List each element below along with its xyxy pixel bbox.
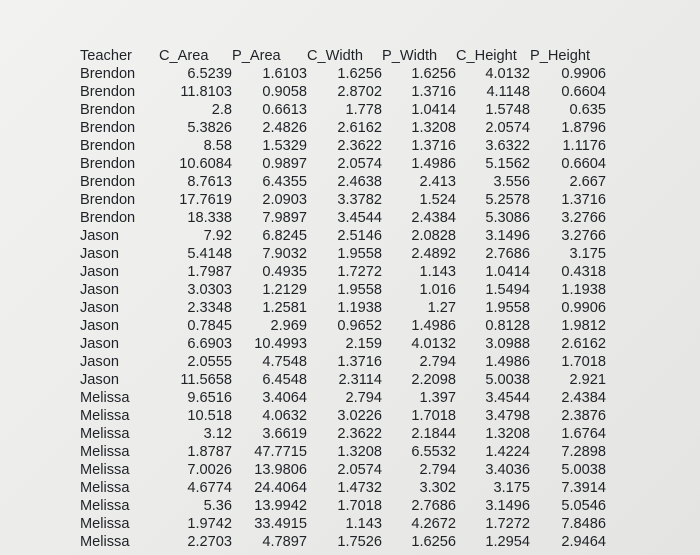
cell-c-area: 3.0303 bbox=[187, 282, 232, 298]
cell-p-height: 7.2898 bbox=[561, 444, 606, 460]
cell-p-area: 1.2129 bbox=[262, 282, 307, 298]
cell-c-area: 5.36 bbox=[203, 498, 232, 514]
cell-p-area: 24.4064 bbox=[254, 480, 307, 496]
cell-p-width: 6.5532 bbox=[411, 444, 456, 460]
cell-c-width: 2.159 bbox=[345, 336, 382, 352]
cell-c-area: 9.6516 bbox=[187, 390, 232, 406]
cell-p-area: 6.8245 bbox=[262, 228, 307, 244]
cell-teacher: Brendon bbox=[80, 156, 136, 172]
cell-c-area: 6.6903 bbox=[187, 336, 232, 352]
cell-p-width: 1.143 bbox=[419, 264, 456, 280]
cell-p-width: 1.3716 bbox=[411, 138, 456, 154]
cell-p-height: 5.0038 bbox=[561, 462, 606, 478]
cell-c-height: 1.4224 bbox=[485, 444, 530, 460]
cell-teacher: Melissa bbox=[80, 408, 130, 424]
cell-p-height: 2.667 bbox=[569, 174, 606, 190]
table-row bbox=[80, 353, 606, 371]
header-p-width: P_Width bbox=[382, 48, 438, 64]
cell-c-area: 1.8787 bbox=[187, 444, 232, 460]
cell-teacher: Jason bbox=[80, 282, 119, 298]
table-row bbox=[80, 443, 606, 461]
table-row bbox=[80, 263, 606, 281]
cell-c-width: 2.3622 bbox=[337, 138, 382, 154]
header-row bbox=[80, 47, 606, 65]
cell-c-area: 2.8 bbox=[211, 102, 232, 118]
cell-p-height: 1.1938 bbox=[561, 282, 606, 298]
cell-c-width: 1.7272 bbox=[337, 264, 382, 280]
cell-p-area: 4.7897 bbox=[262, 534, 307, 550]
table-row bbox=[80, 533, 606, 551]
cell-c-height: 1.3208 bbox=[485, 426, 530, 442]
cell-c-height: 1.5494 bbox=[485, 282, 530, 298]
cell-p-width: 2.0828 bbox=[411, 228, 456, 244]
cell-c-height: 3.4798 bbox=[485, 408, 530, 424]
cell-c-width: 1.7018 bbox=[337, 498, 382, 514]
cell-teacher: Brendon bbox=[80, 102, 136, 118]
cell-c-area: 0.7845 bbox=[187, 318, 232, 334]
cell-p-area: 2.4826 bbox=[262, 120, 307, 136]
cell-c-width: 1.9558 bbox=[337, 246, 382, 262]
cell-c-height: 4.0132 bbox=[485, 66, 530, 82]
cell-c-width: 2.0574 bbox=[337, 462, 382, 478]
cell-teacher: Jason bbox=[80, 318, 119, 334]
cell-teacher: Jason bbox=[80, 300, 119, 316]
cell-c-width: 2.0574 bbox=[337, 156, 382, 172]
cell-p-height: 2.6162 bbox=[561, 336, 606, 352]
table-row bbox=[80, 227, 606, 245]
cell-c-width: 1.143 bbox=[345, 516, 382, 532]
cell-c-height: 5.2578 bbox=[485, 192, 530, 208]
table-row bbox=[80, 335, 606, 353]
table-row bbox=[80, 371, 606, 389]
header-teacher: Teacher bbox=[80, 48, 132, 64]
cell-teacher: Melissa bbox=[80, 426, 130, 442]
cell-c-height: 3.0988 bbox=[485, 336, 530, 352]
table-row bbox=[80, 281, 606, 299]
cell-teacher: Jason bbox=[80, 372, 119, 388]
cell-p-height: 2.3876 bbox=[561, 408, 606, 424]
cell-c-area: 7.92 bbox=[203, 228, 232, 244]
cell-p-area: 4.0632 bbox=[262, 408, 307, 424]
cell-p-height: 7.3914 bbox=[561, 480, 606, 496]
cell-p-width: 1.3716 bbox=[411, 84, 456, 100]
cell-p-height: 7.8486 bbox=[561, 516, 606, 532]
cell-p-height: 3.175 bbox=[569, 246, 606, 262]
cell-teacher: Melissa bbox=[80, 498, 130, 514]
cell-teacher: Brendon bbox=[80, 138, 136, 154]
cell-p-width: 2.413 bbox=[419, 174, 456, 190]
table-row bbox=[80, 173, 606, 191]
cell-c-area: 3.12 bbox=[203, 426, 232, 442]
cell-c-height: 3.4036 bbox=[485, 462, 530, 478]
cell-p-area: 1.6103 bbox=[262, 66, 307, 82]
table-row bbox=[80, 425, 606, 443]
cell-c-height: 1.5748 bbox=[485, 102, 530, 118]
cell-p-area: 7.9032 bbox=[262, 246, 307, 262]
cell-c-width: 1.1938 bbox=[337, 300, 382, 316]
table-row bbox=[80, 155, 606, 173]
cell-c-width: 2.8702 bbox=[337, 84, 382, 100]
cell-c-area: 6.5239 bbox=[187, 66, 232, 82]
cell-p-width: 2.794 bbox=[419, 462, 456, 478]
cell-p-width: 1.4986 bbox=[411, 318, 456, 334]
cell-c-height: 1.4986 bbox=[485, 354, 530, 370]
cell-c-area: 5.3826 bbox=[187, 120, 232, 136]
cell-teacher: Jason bbox=[80, 336, 119, 352]
cell-p-width: 2.4384 bbox=[411, 210, 456, 226]
cell-c-height: 5.3086 bbox=[485, 210, 530, 226]
cell-p-width: 1.3208 bbox=[411, 120, 456, 136]
cell-p-height: 1.1176 bbox=[562, 138, 606, 154]
cell-p-width: 2.4892 bbox=[411, 246, 456, 262]
table-row bbox=[80, 137, 606, 155]
cell-p-area: 4.7548 bbox=[262, 354, 307, 370]
cell-teacher: Jason bbox=[80, 228, 119, 244]
cell-p-area: 3.6619 bbox=[262, 426, 307, 442]
cell-p-width: 1.4986 bbox=[411, 156, 456, 172]
cell-c-width: 1.4732 bbox=[337, 480, 382, 496]
cell-teacher: Melissa bbox=[80, 480, 130, 496]
table-row bbox=[80, 461, 606, 479]
cell-c-area: 5.4148 bbox=[187, 246, 232, 262]
table-row bbox=[80, 83, 606, 101]
cell-c-height: 1.2954 bbox=[485, 534, 530, 550]
table-row bbox=[80, 407, 606, 425]
cell-p-area: 47.7715 bbox=[254, 444, 307, 460]
cell-p-width: 1.6256 bbox=[411, 534, 456, 550]
cell-p-height: 0.6604 bbox=[561, 84, 606, 100]
cell-p-area: 10.4993 bbox=[254, 336, 307, 352]
cell-p-width: 2.1844 bbox=[411, 426, 456, 442]
cell-c-height: 2.7686 bbox=[485, 246, 530, 262]
cell-c-height: 2.0574 bbox=[485, 120, 530, 136]
cell-c-width: 2.6162 bbox=[337, 120, 382, 136]
cell-p-height: 2.4384 bbox=[561, 390, 606, 406]
cell-p-width: 2.2098 bbox=[411, 372, 456, 388]
header-c-height: C_Height bbox=[456, 48, 517, 64]
cell-teacher: Melissa bbox=[80, 390, 130, 406]
cell-p-height: 1.9812 bbox=[561, 318, 606, 334]
cell-teacher: Brendon bbox=[80, 192, 136, 208]
table-body bbox=[80, 65, 606, 551]
cell-teacher: Melissa bbox=[80, 534, 130, 550]
cell-c-height: 1.0414 bbox=[485, 264, 530, 280]
cell-p-area: 33.4915 bbox=[254, 516, 307, 532]
cell-c-width: 2.794 bbox=[345, 390, 382, 406]
cell-p-area: 6.4548 bbox=[262, 372, 307, 388]
header-c-width: C_Width bbox=[307, 48, 363, 64]
table-row bbox=[80, 389, 606, 407]
cell-c-width: 0.9652 bbox=[337, 318, 382, 334]
cell-teacher: Melissa bbox=[80, 462, 130, 478]
cell-c-area: 1.7987 bbox=[187, 264, 232, 280]
cell-p-width: 1.0414 bbox=[411, 102, 456, 118]
table-row bbox=[80, 65, 606, 83]
cell-c-area: 10.6084 bbox=[179, 156, 232, 172]
cell-p-height: 2.921 bbox=[569, 372, 606, 388]
cell-p-height: 1.8796 bbox=[561, 120, 606, 136]
header-p-height: P_Height bbox=[530, 48, 591, 64]
cell-c-height: 5.0038 bbox=[485, 372, 530, 388]
cell-c-area: 4.6774 bbox=[187, 480, 232, 496]
cell-p-height: 1.3716 bbox=[561, 192, 606, 208]
cell-p-height: 2.9464 bbox=[561, 534, 606, 550]
cell-p-height: 3.2766 bbox=[561, 228, 606, 244]
cell-p-area: 0.9058 bbox=[262, 84, 307, 100]
cell-p-area: 2.969 bbox=[270, 318, 307, 334]
header-p-area: P_Area bbox=[232, 48, 281, 64]
cell-c-width: 2.3114 bbox=[338, 372, 382, 388]
cell-c-width: 3.0226 bbox=[337, 408, 382, 424]
cell-p-area: 1.2581 bbox=[262, 300, 307, 316]
cell-p-width: 1.016 bbox=[419, 282, 456, 298]
cell-c-area: 17.7619 bbox=[179, 192, 232, 208]
cell-p-width: 1.397 bbox=[419, 390, 456, 406]
cell-p-height: 0.6604 bbox=[561, 156, 606, 172]
cell-c-area: 18.338 bbox=[187, 210, 232, 226]
cell-teacher: Melissa bbox=[80, 516, 130, 532]
cell-p-height: 1.6764 bbox=[561, 426, 606, 442]
cell-c-area: 2.3348 bbox=[187, 300, 232, 316]
cell-c-height: 1.9558 bbox=[485, 300, 530, 316]
cell-c-width: 2.4638 bbox=[337, 174, 382, 190]
cell-p-width: 4.2672 bbox=[411, 516, 456, 532]
table-row bbox=[80, 317, 606, 335]
cell-c-width: 1.6256 bbox=[337, 66, 382, 82]
cell-p-height: 0.9906 bbox=[561, 66, 606, 82]
cell-c-width: 1.778 bbox=[345, 102, 382, 118]
cell-p-area: 6.4355 bbox=[262, 174, 307, 190]
table-row bbox=[80, 245, 606, 263]
header-c-area: C_Area bbox=[159, 48, 209, 64]
cell-p-area: 2.0903 bbox=[262, 192, 307, 208]
cell-c-height: 3.1496 bbox=[485, 228, 530, 244]
cell-p-area: 7.9897 bbox=[262, 210, 307, 226]
cell-p-width: 1.6256 bbox=[411, 66, 456, 82]
cell-c-width: 1.9558 bbox=[337, 282, 382, 298]
cell-c-area: 7.0026 bbox=[187, 462, 232, 478]
teacher-measurements-table bbox=[80, 47, 606, 551]
cell-c-area: 2.2703 bbox=[187, 534, 232, 550]
cell-teacher: Brendon bbox=[80, 120, 136, 136]
cell-c-width: 1.3716 bbox=[337, 354, 382, 370]
table-row bbox=[80, 515, 606, 533]
cell-c-height: 3.175 bbox=[493, 480, 530, 496]
cell-p-width: 1.27 bbox=[427, 300, 456, 316]
cell-p-height: 1.7018 bbox=[561, 354, 606, 370]
cell-p-width: 2.7686 bbox=[411, 498, 456, 514]
cell-c-height: 5.1562 bbox=[485, 156, 530, 172]
cell-p-area: 3.4064 bbox=[262, 390, 307, 406]
cell-c-area: 11.5658 bbox=[180, 372, 232, 388]
cell-p-width: 1.524 bbox=[419, 192, 456, 208]
cell-c-area: 8.58 bbox=[203, 138, 232, 154]
cell-c-height: 1.7272 bbox=[485, 516, 530, 532]
cell-teacher: Brendon bbox=[80, 210, 136, 226]
table-row bbox=[80, 119, 606, 137]
cell-c-height: 4.1148 bbox=[486, 84, 530, 100]
table-row bbox=[80, 191, 606, 209]
cell-teacher: Melissa bbox=[80, 444, 130, 460]
cell-c-area: 10.518 bbox=[187, 408, 232, 424]
cell-c-height: 0.8128 bbox=[485, 318, 530, 334]
cell-p-height: 0.9906 bbox=[561, 300, 606, 316]
table-row bbox=[80, 209, 606, 227]
cell-c-width: 2.5146 bbox=[337, 228, 382, 244]
cell-p-area: 13.9942 bbox=[254, 498, 307, 514]
cell-c-height: 3.6322 bbox=[485, 138, 530, 154]
cell-teacher: Jason bbox=[80, 246, 119, 262]
cell-c-width: 1.7526 bbox=[337, 534, 382, 550]
cell-p-width: 1.7018 bbox=[411, 408, 456, 424]
cell-teacher: Brendon bbox=[80, 174, 136, 190]
cell-c-area: 11.8103 bbox=[180, 84, 232, 100]
cell-p-height: 0.4318 bbox=[561, 264, 606, 280]
cell-p-area: 0.4935 bbox=[262, 264, 307, 280]
cell-p-height: 0.635 bbox=[569, 102, 606, 118]
cell-c-width: 1.3208 bbox=[337, 444, 382, 460]
table-row bbox=[80, 299, 606, 317]
table-row bbox=[80, 479, 606, 497]
cell-c-width: 2.3622 bbox=[337, 426, 382, 442]
cell-p-width: 2.794 bbox=[419, 354, 456, 370]
cell-c-width: 3.4544 bbox=[337, 210, 382, 226]
cell-c-height: 3.1496 bbox=[485, 498, 530, 514]
cell-p-area: 0.9897 bbox=[262, 156, 307, 172]
cell-c-area: 1.9742 bbox=[187, 516, 232, 532]
cell-teacher: Brendon bbox=[80, 84, 136, 100]
cell-c-height: 3.4544 bbox=[485, 390, 530, 406]
cell-teacher: Jason bbox=[80, 264, 119, 280]
cell-c-area: 8.7613 bbox=[187, 174, 232, 190]
table-row bbox=[80, 101, 606, 119]
cell-p-width: 3.302 bbox=[419, 480, 456, 496]
cell-p-area: 0.6613 bbox=[262, 102, 307, 118]
cell-c-area: 2.0555 bbox=[187, 354, 232, 370]
table-row bbox=[80, 497, 606, 515]
cell-c-height: 3.556 bbox=[493, 174, 530, 190]
cell-c-width: 3.3782 bbox=[337, 192, 382, 208]
cell-p-width: 4.0132 bbox=[411, 336, 456, 352]
cell-teacher: Brendon bbox=[80, 66, 136, 82]
cell-p-height: 5.0546 bbox=[561, 498, 606, 514]
cell-teacher: Jason bbox=[80, 354, 119, 370]
cell-p-height: 3.2766 bbox=[561, 210, 606, 226]
cell-p-area: 13.9806 bbox=[254, 462, 307, 478]
cell-p-area: 1.5329 bbox=[262, 138, 307, 154]
